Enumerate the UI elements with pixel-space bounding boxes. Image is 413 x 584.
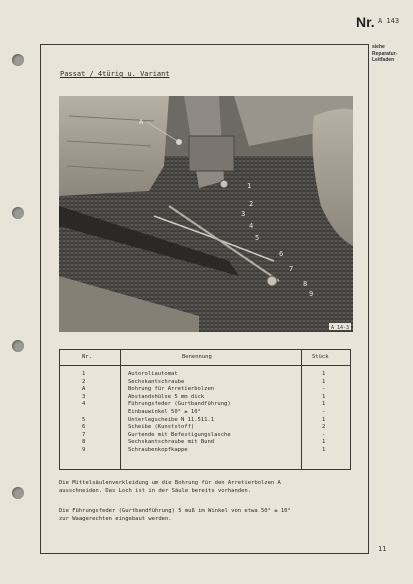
table-row bbox=[60, 432, 350, 440]
callout-label: 1 bbox=[247, 182, 252, 190]
row-stueck: - bbox=[322, 386, 326, 393]
row-benennung: Schraubenkopfkappe bbox=[128, 446, 188, 453]
header-nr: Nr. bbox=[82, 354, 92, 360]
table-row bbox=[60, 401, 350, 409]
row-nr: 7 bbox=[82, 431, 86, 438]
row-benennung: Sechskantschraube bbox=[128, 378, 185, 385]
punch-hole bbox=[12, 487, 24, 499]
row-benennung: Einbauwinkel 50° ± 10° bbox=[128, 408, 201, 415]
row-benennung: Unterlegscheibe N 11.511.1 bbox=[128, 416, 215, 423]
punch-hole bbox=[12, 54, 24, 66]
table-row bbox=[60, 439, 350, 447]
row-nr: A bbox=[82, 386, 86, 393]
row-benennung: Scheibe (Kunststoff) bbox=[128, 424, 195, 431]
table-row bbox=[60, 417, 350, 425]
side-note-line: siehe bbox=[372, 44, 385, 50]
header-benennung: Benennung bbox=[182, 354, 212, 360]
note-line: zur Waagerechten eingebaut werden. bbox=[59, 516, 172, 522]
table-row bbox=[60, 379, 350, 387]
callout-label: 4 bbox=[249, 222, 254, 230]
photo-illustration bbox=[59, 96, 353, 332]
row-benennung: Bohrung für Arretierbolzen bbox=[128, 386, 215, 393]
row-stueck: 2 bbox=[322, 424, 326, 431]
row-nr: 5 bbox=[82, 416, 86, 423]
row-benennung: Abstandshülse 5 mm dick bbox=[128, 393, 205, 400]
section-title: Passat / 4türig u. Variant bbox=[60, 70, 170, 78]
note-line: Die Führungsfeder (Gurtbandführung) 5 muß im Winkel von etwa 50° ± 10° bbox=[59, 508, 291, 514]
row-nr: 4 bbox=[82, 401, 86, 408]
table-body bbox=[60, 371, 350, 455]
page-number: 11 bbox=[378, 545, 387, 553]
row-benennung: Sechskantschraube mit Bund bbox=[128, 439, 215, 446]
table-row bbox=[60, 409, 350, 417]
row-stueck: 1 bbox=[322, 371, 326, 377]
row-benennung: Autoroliautomat bbox=[128, 371, 178, 377]
nr-value: A 143 bbox=[378, 17, 400, 25]
row-stueck: 1 bbox=[322, 401, 326, 408]
note-paragraph-1 bbox=[59, 479, 359, 495]
table-row bbox=[60, 394, 350, 402]
table-row bbox=[60, 447, 350, 455]
callout-label: 8 bbox=[303, 280, 308, 288]
callout-label: 5 bbox=[255, 234, 260, 242]
callout-label: 6 bbox=[279, 250, 284, 258]
row-nr: 6 bbox=[82, 424, 86, 431]
side-note-line: Reparatur- bbox=[372, 50, 398, 57]
callout-label: 9 bbox=[309, 290, 314, 298]
rear-seat bbox=[59, 96, 169, 196]
callout-label: A bbox=[139, 118, 144, 126]
punch-hole bbox=[12, 207, 24, 219]
row-benennung: Führungsfeder (Gurtbandführung) bbox=[128, 401, 231, 408]
table-row bbox=[60, 371, 350, 379]
row-stueck: 1 bbox=[322, 446, 326, 453]
row-stueck: - bbox=[322, 431, 326, 438]
row-nr: 3 bbox=[82, 393, 86, 400]
row-stueck: 1 bbox=[322, 439, 326, 446]
nr-label: Nr. bbox=[356, 14, 375, 30]
callout-label: 2 bbox=[249, 200, 254, 208]
punch-hole bbox=[12, 340, 24, 352]
row-nr: 8 bbox=[82, 439, 86, 446]
header-stueck: Stück bbox=[312, 354, 329, 360]
row-nr: 9 bbox=[82, 446, 86, 453]
table-row bbox=[60, 424, 350, 432]
side-note-line: Leitfaden bbox=[372, 57, 395, 63]
side-note bbox=[372, 44, 397, 64]
photo-ref-code: A 14-3 bbox=[331, 325, 350, 331]
callout-label: 7 bbox=[289, 265, 294, 273]
row-nr: 2 bbox=[82, 378, 86, 385]
row-benennung: Gurtende mit Befestigungslasche bbox=[128, 431, 231, 438]
note-line: ausschneiden. Das Loch ist in der Säule bereits vorhanden. bbox=[59, 488, 252, 494]
row-stueck: 1 bbox=[322, 416, 326, 423]
note-line: Die Mittelsäulenverkleidung um die Bohrung für den Arretierbolzen A bbox=[59, 480, 281, 486]
row-stueck: - bbox=[322, 408, 326, 415]
callout-label: 3 bbox=[241, 210, 246, 218]
row-nr: 1 bbox=[82, 371, 86, 377]
row-stueck: 1 bbox=[322, 378, 326, 385]
table-row bbox=[60, 386, 350, 394]
installation-photo bbox=[59, 96, 353, 332]
row-stueck: 1 bbox=[322, 393, 326, 400]
buckle-bolt bbox=[267, 276, 277, 286]
note-paragraph-2 bbox=[59, 507, 359, 523]
parts-table bbox=[59, 349, 351, 470]
